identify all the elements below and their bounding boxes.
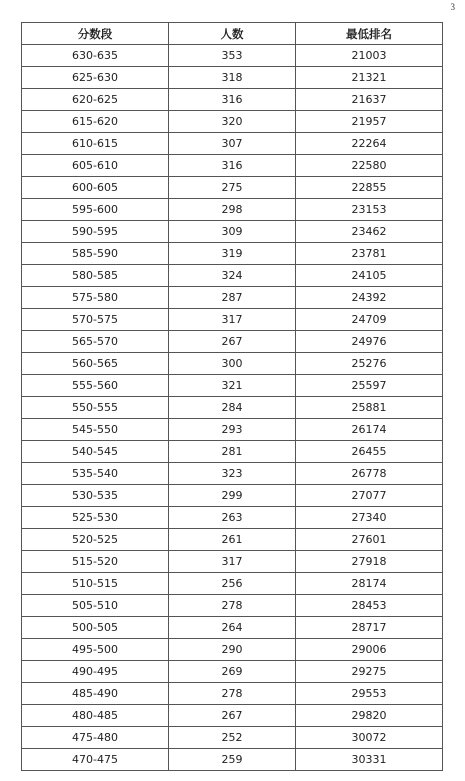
cell-count: 324 xyxy=(169,265,296,287)
cell-score-range: 600-605 xyxy=(22,177,169,199)
table-row xyxy=(22,463,443,485)
cell-lowest-rank: 30072 xyxy=(296,727,443,749)
cell-score-range: 610-615 xyxy=(22,133,169,155)
cell-lowest-rank: 28717 xyxy=(296,617,443,639)
cell-score-range: 565-570 xyxy=(22,331,169,353)
cell-lowest-rank: 29553 xyxy=(296,683,443,705)
cell-score-range: 525-530 xyxy=(22,507,169,529)
cell-count: 299 xyxy=(169,485,296,507)
table-row xyxy=(22,529,443,551)
cell-count: 309 xyxy=(169,221,296,243)
table-row xyxy=(22,551,443,573)
cell-count: 275 xyxy=(169,177,296,199)
cell-lowest-rank: 27340 xyxy=(296,507,443,529)
table-row xyxy=(22,639,443,661)
cell-score-range: 510-515 xyxy=(22,573,169,595)
table-row xyxy=(22,111,443,133)
cell-count: 290 xyxy=(169,639,296,661)
header-count: 人数 xyxy=(169,23,296,45)
cell-count: 323 xyxy=(169,463,296,485)
table-row xyxy=(22,287,443,309)
cell-lowest-rank: 21957 xyxy=(296,111,443,133)
cell-lowest-rank: 24709 xyxy=(296,309,443,331)
cell-score-range: 550-555 xyxy=(22,397,169,419)
cell-lowest-rank: 25881 xyxy=(296,397,443,419)
cell-count: 318 xyxy=(169,67,296,89)
table-header-row xyxy=(22,23,443,45)
cell-score-range: 605-610 xyxy=(22,155,169,177)
cell-count: 287 xyxy=(169,287,296,309)
cell-count: 263 xyxy=(169,507,296,529)
cell-lowest-rank: 25597 xyxy=(296,375,443,397)
table-row xyxy=(22,353,443,375)
cell-lowest-rank: 28174 xyxy=(296,573,443,595)
cell-score-range: 505-510 xyxy=(22,595,169,617)
cell-lowest-rank: 23781 xyxy=(296,243,443,265)
cell-count: 278 xyxy=(169,683,296,705)
cell-lowest-rank: 26778 xyxy=(296,463,443,485)
cell-lowest-rank: 21003 xyxy=(296,45,443,67)
table-row xyxy=(22,617,443,639)
table-row xyxy=(22,507,443,529)
cell-score-range: 620-625 xyxy=(22,89,169,111)
cell-count: 353 xyxy=(169,45,296,67)
cell-lowest-rank: 21637 xyxy=(296,89,443,111)
cell-score-range: 545-550 xyxy=(22,419,169,441)
cell-score-range: 570-575 xyxy=(22,309,169,331)
table-row xyxy=(22,485,443,507)
cell-count: 267 xyxy=(169,331,296,353)
cell-count: 278 xyxy=(169,595,296,617)
cell-lowest-rank: 26174 xyxy=(296,419,443,441)
table-row xyxy=(22,243,443,265)
cell-lowest-rank: 29006 xyxy=(296,639,443,661)
cell-count: 256 xyxy=(169,573,296,595)
cell-score-range: 480-485 xyxy=(22,705,169,727)
table-row xyxy=(22,133,443,155)
cell-score-range: 490-495 xyxy=(22,661,169,683)
table-row xyxy=(22,309,443,331)
cell-score-range: 495-500 xyxy=(22,639,169,661)
cell-score-range: 555-560 xyxy=(22,375,169,397)
cell-score-range: 625-630 xyxy=(22,67,169,89)
score-distribution-table xyxy=(21,22,443,771)
cell-score-range: 575-580 xyxy=(22,287,169,309)
cell-score-range: 580-585 xyxy=(22,265,169,287)
cell-lowest-rank: 28453 xyxy=(296,595,443,617)
cell-count: 316 xyxy=(169,89,296,111)
header-lowest-rank: 最低排名 xyxy=(296,23,443,45)
cell-score-range: 540-545 xyxy=(22,441,169,463)
cell-count: 252 xyxy=(169,727,296,749)
table-row xyxy=(22,265,443,287)
table-row xyxy=(22,727,443,749)
table-row xyxy=(22,419,443,441)
cell-count: 293 xyxy=(169,419,296,441)
page-number: 3 xyxy=(450,2,455,12)
cell-count: 307 xyxy=(169,133,296,155)
table-row xyxy=(22,331,443,353)
table-row xyxy=(22,661,443,683)
cell-lowest-rank: 24976 xyxy=(296,331,443,353)
cell-count: 298 xyxy=(169,199,296,221)
cell-lowest-rank: 26455 xyxy=(296,441,443,463)
table-row xyxy=(22,155,443,177)
cell-score-range: 530-535 xyxy=(22,485,169,507)
cell-lowest-rank: 23462 xyxy=(296,221,443,243)
table-row xyxy=(22,221,443,243)
table-row xyxy=(22,749,443,771)
table-row xyxy=(22,683,443,705)
cell-score-range: 485-490 xyxy=(22,683,169,705)
cell-count: 281 xyxy=(169,441,296,463)
cell-count: 284 xyxy=(169,397,296,419)
cell-score-range: 470-475 xyxy=(22,749,169,771)
header-score-range: 分数段 xyxy=(22,23,169,45)
cell-lowest-rank: 22580 xyxy=(296,155,443,177)
cell-score-range: 535-540 xyxy=(22,463,169,485)
cell-score-range: 590-595 xyxy=(22,221,169,243)
cell-score-range: 585-590 xyxy=(22,243,169,265)
table-row xyxy=(22,199,443,221)
cell-count: 317 xyxy=(169,551,296,573)
cell-count: 261 xyxy=(169,529,296,551)
table-row xyxy=(22,89,443,111)
cell-count: 321 xyxy=(169,375,296,397)
table-row xyxy=(22,705,443,727)
cell-score-range: 560-565 xyxy=(22,353,169,375)
cell-lowest-rank: 27077 xyxy=(296,485,443,507)
cell-count: 267 xyxy=(169,705,296,727)
cell-lowest-rank: 29820 xyxy=(296,705,443,727)
cell-count: 264 xyxy=(169,617,296,639)
cell-lowest-rank: 27601 xyxy=(296,529,443,551)
cell-count: 317 xyxy=(169,309,296,331)
table-row xyxy=(22,595,443,617)
table-row xyxy=(22,397,443,419)
cell-lowest-rank: 22264 xyxy=(296,133,443,155)
cell-count: 259 xyxy=(169,749,296,771)
cell-lowest-rank: 27918 xyxy=(296,551,443,573)
table-row xyxy=(22,441,443,463)
cell-lowest-rank: 24392 xyxy=(296,287,443,309)
cell-lowest-rank: 25276 xyxy=(296,353,443,375)
cell-lowest-rank: 30331 xyxy=(296,749,443,771)
score-table-container xyxy=(21,22,442,771)
table-body xyxy=(22,45,443,771)
table-row xyxy=(22,573,443,595)
cell-score-range: 500-505 xyxy=(22,617,169,639)
cell-score-range: 630-635 xyxy=(22,45,169,67)
cell-score-range: 615-620 xyxy=(22,111,169,133)
cell-lowest-rank: 21321 xyxy=(296,67,443,89)
cell-count: 300 xyxy=(169,353,296,375)
cell-lowest-rank: 24105 xyxy=(296,265,443,287)
cell-count: 319 xyxy=(169,243,296,265)
table-row xyxy=(22,45,443,67)
table-row xyxy=(22,67,443,89)
cell-score-range: 475-480 xyxy=(22,727,169,749)
cell-score-range: 515-520 xyxy=(22,551,169,573)
cell-lowest-rank: 29275 xyxy=(296,661,443,683)
cell-score-range: 595-600 xyxy=(22,199,169,221)
cell-lowest-rank: 22855 xyxy=(296,177,443,199)
cell-score-range: 520-525 xyxy=(22,529,169,551)
cell-count: 316 xyxy=(169,155,296,177)
cell-count: 269 xyxy=(169,661,296,683)
cell-lowest-rank: 23153 xyxy=(296,199,443,221)
table-row xyxy=(22,375,443,397)
cell-count: 320 xyxy=(169,111,296,133)
table-row xyxy=(22,177,443,199)
